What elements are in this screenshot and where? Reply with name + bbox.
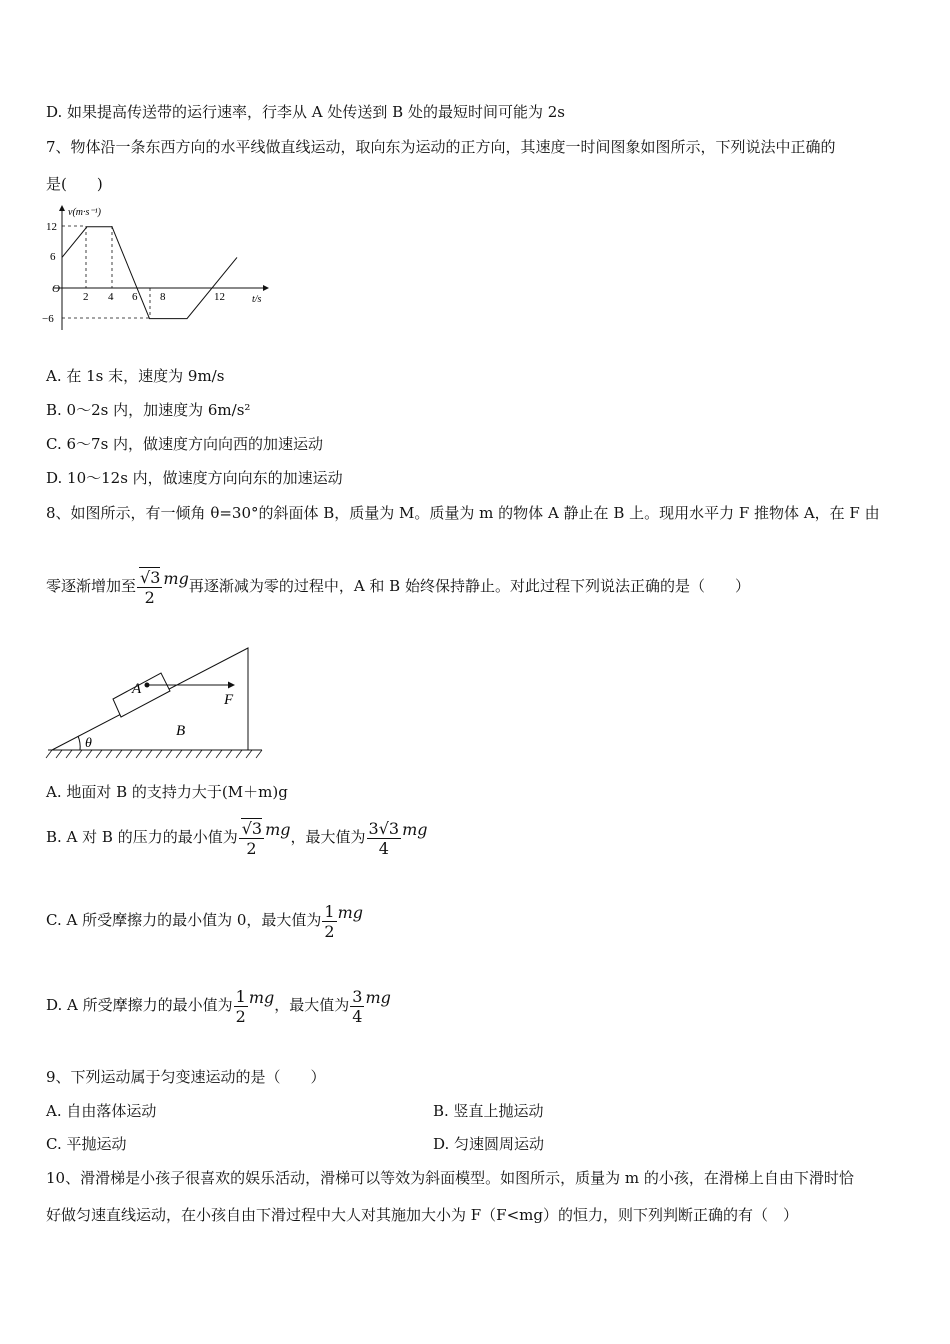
- q10-stem-line2: 好做匀速直线运动，在小孩自由下滑过程中大人对其施加大小为 F（F<mg）的恒力，则下列判断正确的有（ ）: [46, 1206, 798, 1224]
- denominator: 4: [352, 1006, 363, 1026]
- fraction-3-over-4: [350, 987, 364, 1026]
- label-b: B: [176, 723, 186, 739]
- numerator: 1: [235, 986, 246, 1006]
- numerator: 1: [324, 901, 335, 921]
- q8-text-pre: 零逐渐增加至: [46, 577, 137, 595]
- x-tick-8: 8: [160, 291, 166, 303]
- mg-symbol: mg: [337, 903, 364, 922]
- mg-symbol: mg: [365, 988, 391, 1007]
- label-f: F: [224, 692, 234, 708]
- q7-option-a: A. 在 1s 末，速度为 9m/s: [46, 367, 225, 385]
- origin-label: O: [52, 283, 60, 295]
- denominator: 2: [235, 1006, 246, 1026]
- mg-symbol: mg: [163, 569, 189, 588]
- q6-option-d: D. 如果提高传送带的运行速率，行李从 A 处传送到 B 处的最短时间可能为 2s: [46, 103, 565, 121]
- mg-symbol: mg: [265, 820, 291, 839]
- x-tick-12: 12: [214, 291, 225, 303]
- q7-option-b: B. 0～2s 内，加速度为 6m/s²: [46, 401, 251, 419]
- q8-stem-line1: 8、如图所示，有一倾角 θ=30°的斜面体 B，质量为 M。质量为 m 的物体 A 静止在 B 上。现用水平力 F 推物体 A，在 F 由: [46, 504, 880, 522]
- x-tick-6: 6: [132, 291, 138, 303]
- denominator: 2: [324, 921, 335, 941]
- q8-option-b: [46, 815, 428, 860]
- fraction-1-over-2: [234, 987, 248, 1026]
- x-tick-4: 4: [108, 291, 114, 303]
- v-axis-label: v(m·s⁻¹): [68, 207, 101, 218]
- numerator: 3: [352, 986, 363, 1006]
- denominator: 2: [246, 838, 257, 858]
- q8-option-a: A. 地面对 B 的支持力大于(M＋m)g: [46, 783, 288, 801]
- q9-option-c: C. 平抛运动: [46, 1135, 127, 1153]
- q8b-text-pre: B. A 对 B 的压力的最小值为: [46, 828, 238, 846]
- fraction-1-over-2: [322, 902, 336, 941]
- fraction-3sqrt3-over-4: [367, 819, 402, 858]
- mg-symbol: mg: [248, 988, 275, 1007]
- q7-stem-line2: 是( ): [46, 175, 103, 193]
- y-tick-neg6: −6: [42, 313, 54, 325]
- q10-stem-line1: 10、滑滑梯是小孩子很喜欢的娱乐活动，滑梯可以等效为斜面模型。如图所示，质量为 m 的小孩，在滑梯上自由下滑时恰: [46, 1169, 854, 1187]
- q8d-text-pre: D. A 所受摩擦力的最小值为: [46, 996, 233, 1014]
- mg-symbol: mg: [402, 820, 428, 839]
- q8c-text-pre: C. A 所受摩擦力的最小值为 0，最大值为: [46, 911, 322, 929]
- denominator: 4: [378, 838, 389, 858]
- label-a: A: [132, 681, 142, 697]
- t-axis-label: t/s: [252, 294, 262, 305]
- velocity-time-graph: [40, 200, 280, 335]
- denominator: 2: [144, 587, 155, 607]
- q9-option-d: D. 匀速圆周运动: [433, 1135, 545, 1153]
- q7-option-c: C. 6～7s 内，做速度方向向西的加速运动: [46, 435, 324, 453]
- q7-option-d: D. 10～12s 内，做速度方向向东的加速运动: [46, 469, 343, 487]
- fraction-sqrt3-over-2: [137, 568, 162, 607]
- x-tick-2: 2: [83, 291, 89, 303]
- y-tick-12: 12: [46, 221, 57, 233]
- q9-option-a: A. 自由落体运动: [46, 1102, 157, 1120]
- q8-stem-line2: [46, 566, 750, 607]
- q8d-text-mid: ，最大值为: [274, 996, 350, 1014]
- q8-option-d: [46, 983, 391, 1028]
- label-theta: θ: [85, 736, 92, 751]
- q8b-text-mid: ，最大值为: [290, 828, 366, 846]
- q8-text-post: 再逐渐减为零的过程中，A 和 B 始终保持静止。对此过程下列说法正确的是（ ）: [188, 577, 750, 595]
- incline-diagram: [44, 640, 269, 765]
- q7-stem-line1: 7、物体沿一条东西方向的水平线做直线运动，取向东为运动的正方向，其速度一时间图象如图所示，下列说法中正确的: [46, 138, 836, 156]
- velocity-line: [62, 227, 237, 319]
- numerator: 3√3: [368, 818, 400, 838]
- numerator: √3: [140, 567, 161, 587]
- q9-option-b: B. 竖直上抛运动: [433, 1102, 544, 1120]
- q8-option-c: [46, 898, 363, 943]
- y-tick-6: 6: [50, 251, 56, 263]
- fraction-sqrt3-over-2: [239, 819, 264, 858]
- q9-stem: 9、下列运动属于匀变速运动的是（ ）: [46, 1068, 326, 1086]
- numerator: √3: [241, 818, 263, 838]
